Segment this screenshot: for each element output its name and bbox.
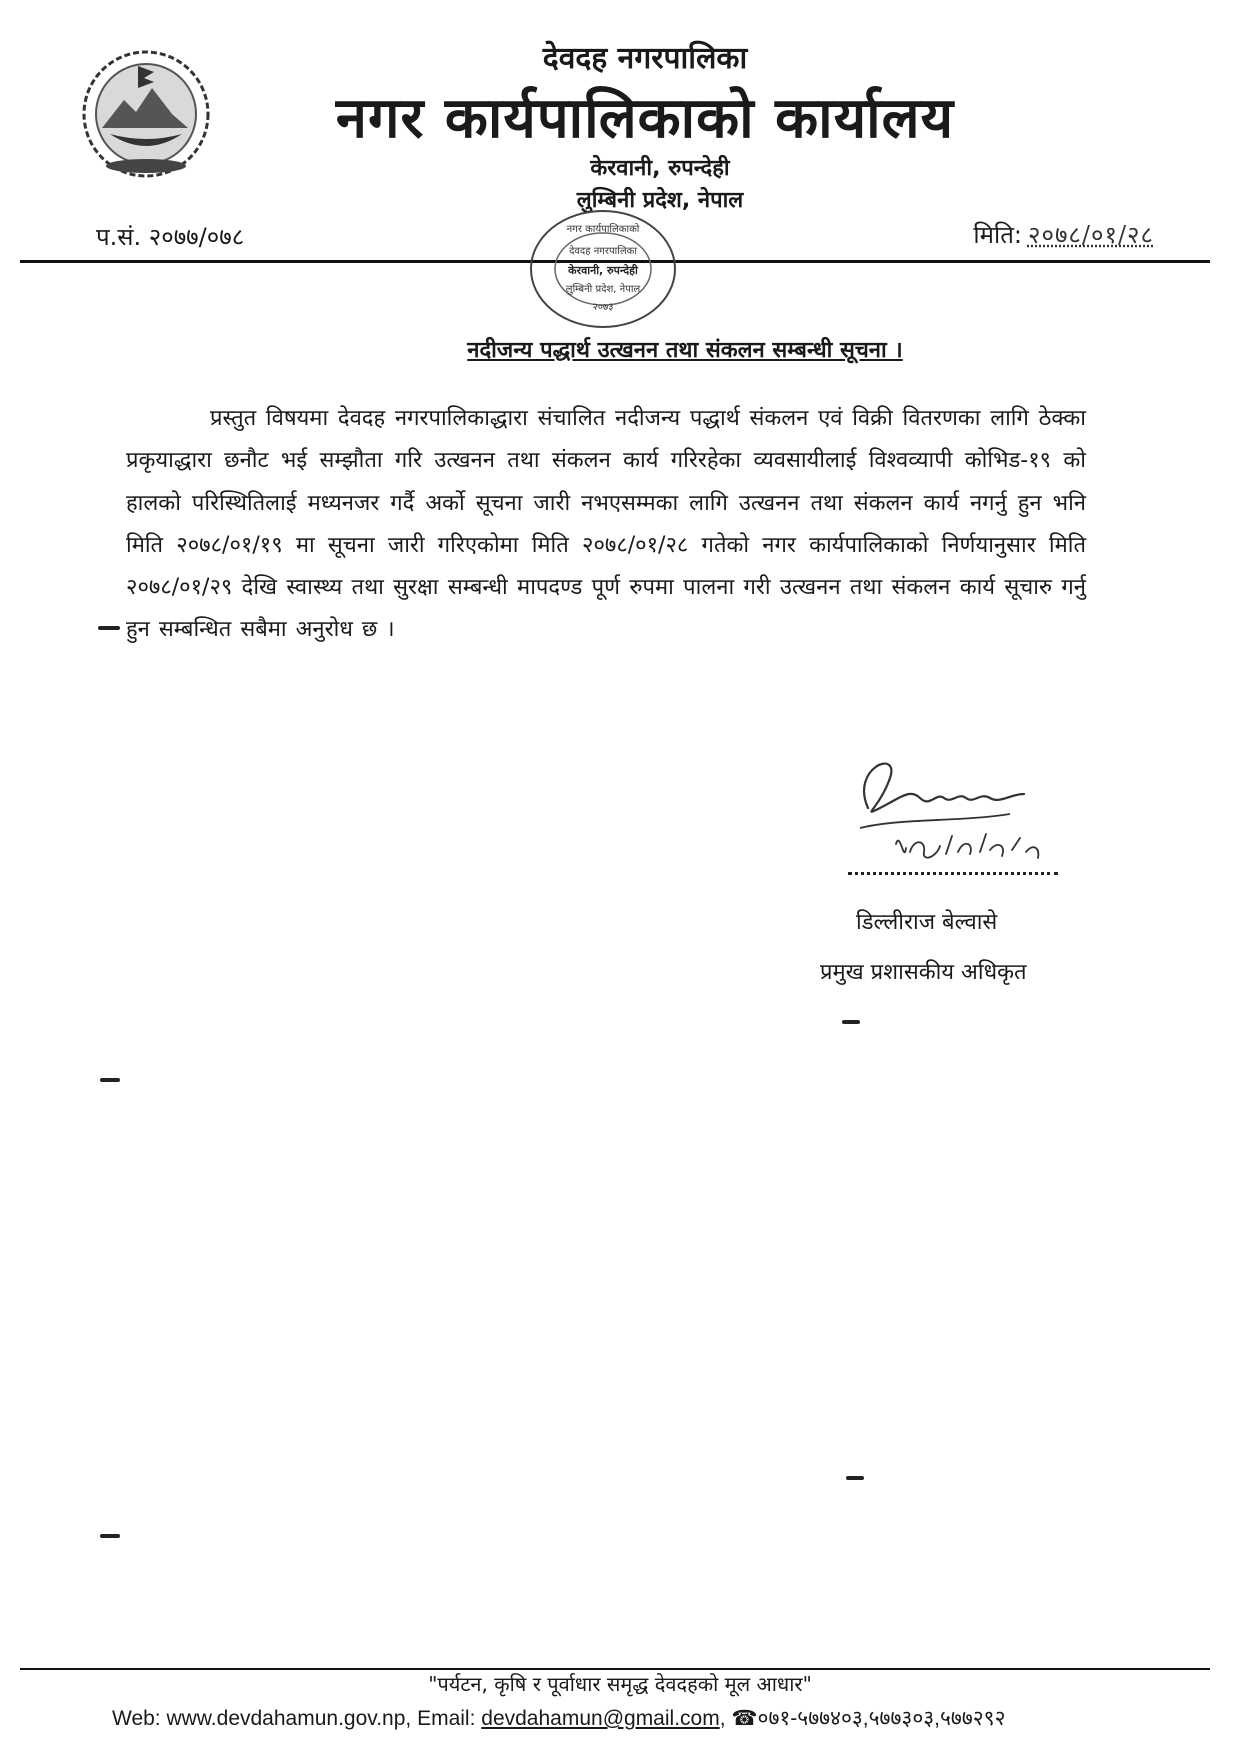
address-line-2: लुम्बिनी प्रदेश, नेपाल [576, 188, 744, 213]
address-line-1: केरवानी, रुपन्देही [590, 156, 730, 181]
svg-text:देवदह नगरपालिका: देवदह नगरपालिका [569, 246, 637, 257]
svg-text:नगर कार्यपालिकाको: नगर कार्यपालिकाको [566, 224, 640, 235]
signer-name: डिल्लीराज बेल्वासे [856, 910, 998, 935]
web-link[interactable]: www.devdahamun.gov.np [166, 1707, 406, 1730]
date-label: मिति: [973, 221, 1022, 249]
footer-contact [112, 1704, 1006, 1732]
svg-text:२०७३: २०७३ [592, 302, 614, 313]
date-value: २०७८/०१/२८ [1027, 221, 1154, 249]
handwritten-signature [840, 748, 1120, 878]
email-link[interactable]: devdahamun@gmail.com [481, 1707, 720, 1730]
municipality-name: देवदह नगरपालिका [542, 41, 748, 76]
svg-text:केरवानी, रुपन्देही: केरवानी, रुपन्देही [568, 264, 638, 277]
reference-number: प.सं. २०७७/०७८ [96, 223, 245, 251]
web-label: Web: [112, 1707, 167, 1730]
notice-title [0, 334, 1240, 364]
email-label: , Email: [405, 1707, 482, 1730]
scan-speck [846, 1476, 864, 1480]
footer-slogan: "पर्यटन, कृषि र पूर्वाधार समृद्ध देवदहको मूल आधार" [428, 1672, 812, 1696]
scan-speck [100, 1534, 120, 1538]
notice-body: प्रस्तुत विषयमा देवदह नगरपालिकाद्धारा संचालित नदीजन्य पद्धार्थ संकलन एवं विक्री वितरणका लागि ठेक्का प्रकृयाद्धारा छनौट भई सम्झौता गरि उत्खनन तथा संकलन कार्य गरिरहेका व्यवसायीलाई विश्वव्यापी कोभिड-१९ को हालको परिस्थितिलाई मध्यनजर गर्दै अर्को सूचना जारी नभएसम्मका लागि उत्खनन तथा संकलन कार्य नगर्नु हुन भनि मिति २०७८/०१/१९ मा सूचना जारी गरिएकोमा मिति २०७८/०१/२८ गतेको नगर कार्यपालिकाको निर्णयानुसार मिति २०७८/०१/२९ देखि स्वास्थ्य तथा सुरक्षा सम्बन्धी मापदण्ड पूर्ण रुपमा पालना गरी उत्खनन तथा संकलन कार्य सूचारु गर्नु हुन सम्बन्धित सबैमा अनुरोध छ । [126, 406, 1086, 643]
scan-speck [842, 1020, 860, 1024]
office-stamp [528, 206, 678, 332]
svg-text:लुम्बिनी प्रदेश, नेपाल: लुम्बिनी प्रदेश, नेपाल [565, 284, 641, 295]
signature-line [848, 872, 1058, 875]
scan-speck [98, 626, 120, 630]
phone-numbers: ०७१-५७७४०३,५७७३०३,५७७२९२ [757, 1707, 1006, 1730]
office-title: नगर कार्यपालिकाको कार्यालय [335, 86, 955, 151]
scan-speck [100, 1078, 120, 1082]
phone-icon: , ☎ [719, 1707, 758, 1730]
notice-title-text: नदीजन्य पद्धार्थ उत्खनन तथा संकलन सम्बन्धी सूचना । [467, 338, 903, 363]
signer-title: प्रमुख प्रशासकीय अधिकृत [820, 960, 1027, 985]
letter-date [973, 218, 1154, 251]
